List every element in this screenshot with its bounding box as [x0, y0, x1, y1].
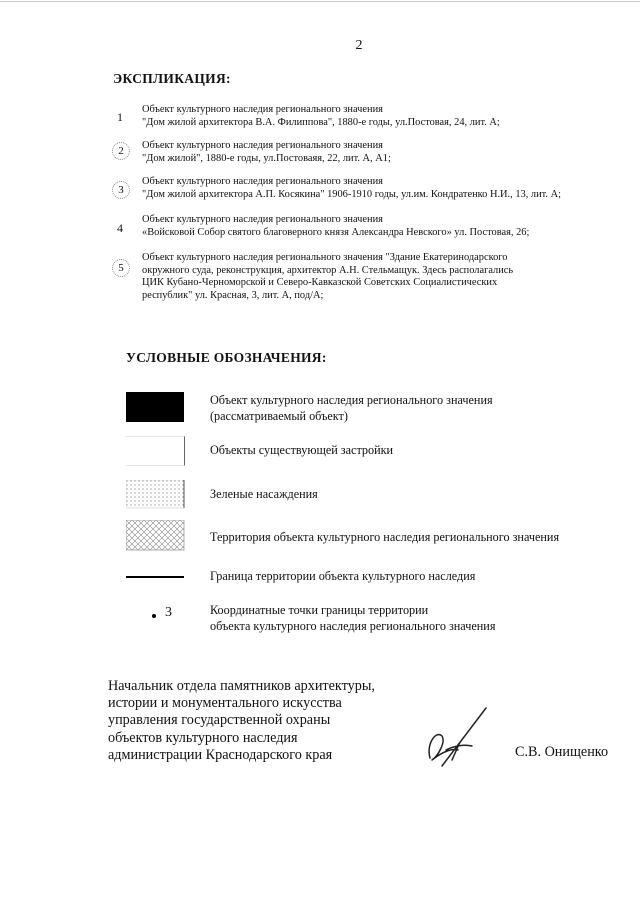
explication-item-5-line-3: ЦИК Кубано-Черноморской и Северо-Кавказской Советских Социалистических [142, 277, 498, 289]
explication-number-4: 4 [117, 221, 123, 235]
legend-symbol-line [126, 576, 184, 578]
explication-item-5-line-4: республик" ул. Красная, 3, лит. А, под/А; [142, 289, 324, 301]
explication-number-5: 5 [112, 259, 130, 277]
explication-item-1-line-1: Объект культурного наследия регионального значения [142, 104, 383, 115]
legend-symbol-dots [126, 480, 186, 510]
signatory-title [108, 678, 375, 764]
legend-item-5-line-1: Граница территории объекта культурного наследия [210, 569, 476, 583]
explication-item-3 [142, 176, 561, 201]
legend-item-6-line-1: Координатные точки границы территории [210, 603, 429, 617]
handwritten-signature [412, 700, 492, 780]
explication-item-4-line-2: «Войсковой Собор святого благоверного князя Александра Невского» ул. Постовая, 26; [142, 226, 530, 238]
explication-number-2: 2 [112, 142, 130, 160]
explication-item-4-line-1: Объект культурного наследия регионального значения [142, 214, 383, 225]
signatory-title-line-5: администрации Краснодарского края [108, 746, 333, 763]
explication-item-5 [142, 252, 513, 302]
legend-item-5 [210, 568, 475, 584]
legend-symbol-crosshatch [126, 520, 186, 552]
legend-item-3 [210, 486, 318, 502]
legend-item-1-line-2: (рассматриваемый объект) [210, 409, 348, 423]
signatory-title-line-4: объектов культурного наследия [108, 729, 298, 746]
legend-item-6-line-2: объекта культурного наследия регионального значения [210, 619, 496, 633]
explication-item-5-line-2: окружного суда, реконструкция, архитектор А.Н. Стельмащук. Здесь располагались [142, 264, 514, 276]
legend-point-label: 3 [165, 605, 172, 620]
explication-item-1-line-2: "Дом жилой архитектора В.А. Филиппова", 1880-е годы, ул.Постовая, 24, лит. А; [142, 116, 500, 128]
explication-item-4 [142, 214, 529, 239]
legend-item-2-line-1: Объекты существующей застройки [210, 443, 394, 457]
signatory-name: С.В. Онищенко [515, 744, 609, 760]
explication-item-2-line-2: "Дом жилой", 1880-е годы, ул.Постоваяя, 22, лит. А, А1; [142, 152, 391, 164]
legend-item-2 [210, 442, 393, 458]
legend-item-1-line-1: Объект культурного наследия регионального значения [210, 393, 493, 407]
signatory-title-line-1: Начальник отдела памятников архитектуры, [108, 678, 375, 694]
legend-symbol-outline [126, 436, 185, 466]
legend-item-1 [210, 392, 493, 424]
legend-item-6 [210, 602, 495, 634]
legend-item-4 [210, 529, 559, 545]
explication-number-1: 1 [117, 110, 123, 124]
explication-item-1 [142, 104, 500, 129]
explication-heading: ЭКСПЛИКАЦИЯ: [113, 71, 231, 86]
explication-item-3-line-1: Объект культурного наследия регионального значения [142, 176, 383, 187]
explication-item-2 [142, 140, 391, 165]
signatory-title-line-2: истории и монументального искусства [108, 695, 342, 712]
explication-number-3: 3 [112, 181, 130, 199]
legend-item-3-line-1: Зеленые насаждения [210, 487, 318, 501]
page-number: 2 [355, 38, 363, 53]
top-scan-line [0, 1, 640, 2]
legend-symbol-point [152, 614, 156, 618]
legend-heading: УСЛОВНЫЕ ОБОЗНАЧЕНИЯ: [126, 350, 327, 365]
explication-item-2-line-1: Объект культурного наследия регионального значения [142, 140, 383, 151]
legend-item-4-line-1: Территория объекта культурного наследия регионального значения [210, 530, 560, 544]
explication-item-3-line-2: "Дом жилой архитектора А.П. Косякина" 1906-1910 годы, ул.им. Кондратенко Н.И., 13, лит. А; [142, 188, 562, 200]
signatory-title-line-3: управления государственной охраны [108, 712, 331, 729]
legend-symbol-black-fill [126, 392, 184, 422]
explication-item-5-line-1: Объект культурного наследия регионального значения "Здание Екатеринодарского [142, 252, 508, 263]
